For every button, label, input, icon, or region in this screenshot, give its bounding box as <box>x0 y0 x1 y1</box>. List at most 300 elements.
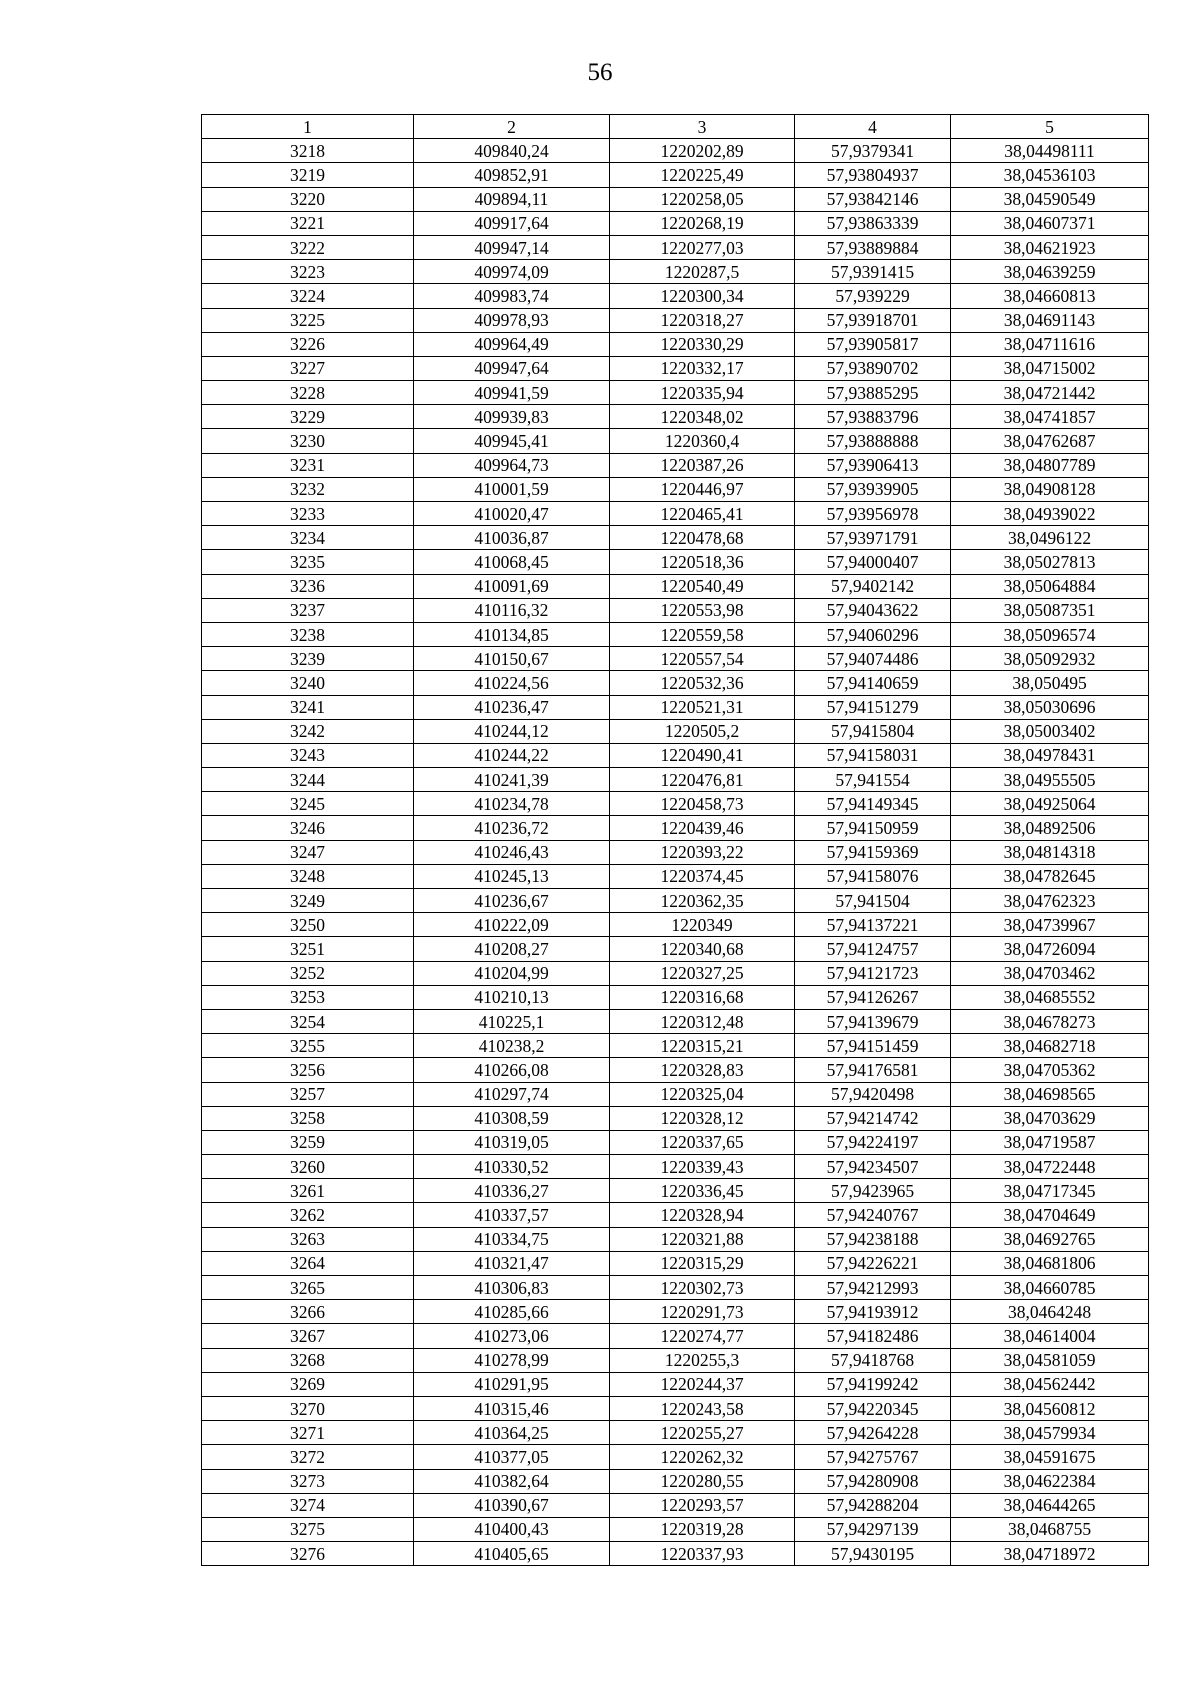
table-cell: 410390,67 <box>414 1493 610 1517</box>
table-cell: 57,94224197 <box>795 1130 951 1154</box>
table-cell: 3229 <box>202 405 414 429</box>
table-cell: 38,04807789 <box>951 453 1149 477</box>
table-cell: 3252 <box>202 961 414 985</box>
table-cell: 3244 <box>202 768 414 792</box>
table-cell: 1220325,04 <box>610 1082 795 1106</box>
table-cell: 38,04726094 <box>951 937 1149 961</box>
table-cell: 38,04579934 <box>951 1421 1149 1445</box>
table-cell: 57,93883796 <box>795 405 951 429</box>
table-row <box>202 260 1149 284</box>
table-cell: 38,04717345 <box>951 1179 1149 1203</box>
table-row <box>202 1517 1149 1541</box>
table-cell: 3276 <box>202 1542 414 1566</box>
table-cell: 38,04939022 <box>951 502 1149 526</box>
table-cell: 3264 <box>202 1251 414 1275</box>
table-cell: 1220557,54 <box>610 647 795 671</box>
table-cell: 57,941504 <box>795 889 951 913</box>
table-cell: 410241,39 <box>414 768 610 792</box>
table-cell: 410315,46 <box>414 1396 610 1420</box>
table-cell: 3272 <box>202 1445 414 1469</box>
column-header: 5 <box>951 115 1149 139</box>
table-cell: 3270 <box>202 1396 414 1420</box>
table-cell: 38,04621923 <box>951 235 1149 259</box>
table-cell: 410020,47 <box>414 502 610 526</box>
table-cell: 57,94297139 <box>795 1517 951 1541</box>
table-cell: 3234 <box>202 526 414 550</box>
table-cell: 3220 <box>202 187 414 211</box>
table-cell: 1220340,68 <box>610 937 795 961</box>
table-row <box>202 356 1149 380</box>
table-cell: 1220458,73 <box>610 792 795 816</box>
table-cell: 1220439,46 <box>610 816 795 840</box>
table-cell: 3236 <box>202 574 414 598</box>
table-cell: 410297,74 <box>414 1082 610 1106</box>
table-cell: 3250 <box>202 913 414 937</box>
table-row <box>202 1276 1149 1300</box>
table-cell: 1220328,94 <box>610 1203 795 1227</box>
table-cell: 1220540,49 <box>610 574 795 598</box>
table-cell: 1220291,73 <box>610 1300 795 1324</box>
table-cell: 38,0464248 <box>951 1300 1149 1324</box>
table-cell: 38,04704649 <box>951 1203 1149 1227</box>
table-cell: 57,94151459 <box>795 1034 951 1058</box>
table-cell: 57,94158076 <box>795 864 951 888</box>
table-cell: 3255 <box>202 1034 414 1058</box>
table-cell: 38,05027813 <box>951 550 1149 574</box>
table-cell: 38,04691143 <box>951 308 1149 332</box>
table-cell: 38,0468755 <box>951 1517 1149 1541</box>
table-cell: 57,93905817 <box>795 332 951 356</box>
table-row <box>202 864 1149 888</box>
table-cell: 410278,99 <box>414 1348 610 1372</box>
table-cell: 410116,32 <box>414 598 610 622</box>
table-cell: 3227 <box>202 356 414 380</box>
table-cell: 57,94150959 <box>795 816 951 840</box>
table-cell: 38,04644265 <box>951 1493 1149 1517</box>
table-cell: 410291,95 <box>414 1372 610 1396</box>
table-row <box>202 1300 1149 1324</box>
table-cell: 3261 <box>202 1179 414 1203</box>
table-cell: 57,93842146 <box>795 187 951 211</box>
table-row <box>202 332 1149 356</box>
column-header: 3 <box>610 115 795 139</box>
table-cell: 1220302,73 <box>610 1276 795 1300</box>
table-row <box>202 1469 1149 1493</box>
table-cell: 57,94158031 <box>795 743 951 767</box>
table-cell: 1220387,26 <box>610 453 795 477</box>
table-cell: 1220255,27 <box>610 1421 795 1445</box>
table-cell: 3275 <box>202 1517 414 1541</box>
table-cell: 57,94238188 <box>795 1227 951 1251</box>
table-cell: 38,04660785 <box>951 1276 1149 1300</box>
table-cell: 38,05087351 <box>951 598 1149 622</box>
table-cell: 3225 <box>202 308 414 332</box>
table-row <box>202 792 1149 816</box>
table-cell: 38,04703629 <box>951 1106 1149 1130</box>
table-cell: 57,94220345 <box>795 1396 951 1420</box>
table-cell: 3268 <box>202 1348 414 1372</box>
table-row <box>202 526 1149 550</box>
table-cell: 1220280,55 <box>610 1469 795 1493</box>
table-row <box>202 768 1149 792</box>
table-cell: 1220300,34 <box>610 284 795 308</box>
table-cell: 57,94214742 <box>795 1106 951 1130</box>
table-cell: 1220362,35 <box>610 889 795 913</box>
table-row <box>202 477 1149 501</box>
table-cell: 57,9420498 <box>795 1082 951 1106</box>
table-cell: 410036,87 <box>414 526 610 550</box>
table-cell: 1220446,97 <box>610 477 795 501</box>
table-cell: 38,04581059 <box>951 1348 1149 1372</box>
table-cell: 3233 <box>202 502 414 526</box>
table-row <box>202 743 1149 767</box>
table-row <box>202 647 1149 671</box>
coordinates-table <box>201 114 1149 1566</box>
table-cell: 3254 <box>202 1009 414 1033</box>
table-cell: 1220287,5 <box>610 260 795 284</box>
table-cell: 410244,22 <box>414 743 610 767</box>
table-cell: 3242 <box>202 719 414 743</box>
table-cell: 57,93971791 <box>795 526 951 550</box>
table-row <box>202 381 1149 405</box>
table-cell: 1220559,58 <box>610 622 795 646</box>
table-cell: 57,93888888 <box>795 429 951 453</box>
table-cell: 410245,13 <box>414 864 610 888</box>
table-cell: 57,94234507 <box>795 1155 951 1179</box>
table-cell: 38,04692765 <box>951 1227 1149 1251</box>
column-header: 4 <box>795 115 951 139</box>
table-cell: 3245 <box>202 792 414 816</box>
table-cell: 57,94280908 <box>795 1469 951 1493</box>
table-cell: 410224,56 <box>414 671 610 695</box>
table-cell: 1220518,36 <box>610 550 795 574</box>
table-cell: 409852,91 <box>414 163 610 187</box>
table-cell: 1220348,02 <box>610 405 795 429</box>
table-cell: 410208,27 <box>414 937 610 961</box>
table-cell: 3260 <box>202 1155 414 1179</box>
table-cell: 410236,47 <box>414 695 610 719</box>
table-cell: 3226 <box>202 332 414 356</box>
table-cell: 409947,64 <box>414 356 610 380</box>
table-cell: 409945,41 <box>414 429 610 453</box>
table-row <box>202 1324 1149 1348</box>
table-cell: 3251 <box>202 937 414 961</box>
table-cell: 410236,67 <box>414 889 610 913</box>
table-row <box>202 1372 1149 1396</box>
table-cell: 1220321,88 <box>610 1227 795 1251</box>
table-cell: 409840,24 <box>414 139 610 163</box>
table-row <box>202 1130 1149 1154</box>
table-row <box>202 502 1149 526</box>
table-cell: 410308,59 <box>414 1106 610 1130</box>
table-cell: 57,941554 <box>795 768 951 792</box>
table-cell: 3221 <box>202 211 414 235</box>
table-cell: 3274 <box>202 1493 414 1517</box>
table-cell: 3228 <box>202 381 414 405</box>
table-row <box>202 1348 1149 1372</box>
table-cell: 3240 <box>202 671 414 695</box>
table-cell: 3253 <box>202 985 414 1009</box>
table-cell: 38,04762687 <box>951 429 1149 453</box>
table-cell: 57,93889884 <box>795 235 951 259</box>
table-cell: 57,94139679 <box>795 1009 951 1033</box>
table-cell: 38,04498111 <box>951 139 1149 163</box>
table-cell: 410204,99 <box>414 961 610 985</box>
table-cell: 410001,59 <box>414 477 610 501</box>
table-cell: 1220465,41 <box>610 502 795 526</box>
table-row <box>202 1421 1149 1445</box>
table-row <box>202 1058 1149 1082</box>
table-cell: 57,94212993 <box>795 1276 951 1300</box>
table-cell: 410336,27 <box>414 1179 610 1203</box>
table-cell: 410377,05 <box>414 1445 610 1469</box>
table-cell: 1220328,12 <box>610 1106 795 1130</box>
table-cell: 410400,43 <box>414 1517 610 1541</box>
table-cell: 3266 <box>202 1300 414 1324</box>
table-cell: 3218 <box>202 139 414 163</box>
table-row <box>202 1106 1149 1130</box>
table-cell: 1220339,43 <box>610 1155 795 1179</box>
table-cell: 3267 <box>202 1324 414 1348</box>
table-cell: 57,94275767 <box>795 1445 951 1469</box>
table-cell: 38,04622384 <box>951 1469 1149 1493</box>
table-cell: 57,94074486 <box>795 647 951 671</box>
table-cell: 57,94140659 <box>795 671 951 695</box>
table-cell: 57,93956978 <box>795 502 951 526</box>
table-cell: 409939,83 <box>414 405 610 429</box>
table-row <box>202 1493 1149 1517</box>
table-cell: 38,04762323 <box>951 889 1149 913</box>
table-cell: 3263 <box>202 1227 414 1251</box>
table-cell: 409894,11 <box>414 187 610 211</box>
table-cell: 38,04715002 <box>951 356 1149 380</box>
table-row <box>202 1445 1149 1469</box>
table-cell: 57,93918701 <box>795 308 951 332</box>
table-cell: 57,94176581 <box>795 1058 951 1082</box>
table-cell: 1220328,83 <box>610 1058 795 1082</box>
table-cell: 57,9391415 <box>795 260 951 284</box>
table-cell: 1220374,45 <box>610 864 795 888</box>
table-cell: 410337,57 <box>414 1203 610 1227</box>
table-row <box>202 671 1149 695</box>
table-cell: 57,94124757 <box>795 937 951 961</box>
table-cell: 409941,59 <box>414 381 610 405</box>
table-cell: 38,04591675 <box>951 1445 1149 1469</box>
table-row <box>202 719 1149 743</box>
table-cell: 38,04682718 <box>951 1034 1149 1058</box>
table-cell: 1220521,31 <box>610 695 795 719</box>
table-row <box>202 1251 1149 1275</box>
table-cell: 38,050495 <box>951 671 1149 695</box>
table-cell: 1220268,19 <box>610 211 795 235</box>
table-cell: 1220244,37 <box>610 1372 795 1396</box>
table-cell: 3222 <box>202 235 414 259</box>
table-cell: 1220277,03 <box>610 235 795 259</box>
table-cell: 3256 <box>202 1058 414 1082</box>
table-row <box>202 550 1149 574</box>
table-row <box>202 453 1149 477</box>
table-cell: 38,04721442 <box>951 381 1149 405</box>
table-cell: 38,04560812 <box>951 1396 1149 1420</box>
table-cell: 38,04741857 <box>951 405 1149 429</box>
table-cell: 1220332,17 <box>610 356 795 380</box>
table-cell: 1220315,21 <box>610 1034 795 1058</box>
table-cell: 3237 <box>202 598 414 622</box>
table-cell: 57,93906413 <box>795 453 951 477</box>
table-cell: 38,04711616 <box>951 332 1149 356</box>
table-cell: 410364,25 <box>414 1421 610 1445</box>
table-cell: 3249 <box>202 889 414 913</box>
table-cell: 3230 <box>202 429 414 453</box>
table-cell: 38,04681806 <box>951 1251 1149 1275</box>
table-cell: 1220349 <box>610 913 795 937</box>
table-cell: 3248 <box>202 864 414 888</box>
table-cell: 38,04685552 <box>951 985 1149 1009</box>
table-cell: 57,9430195 <box>795 1542 951 1566</box>
table-cell: 1220274,77 <box>610 1324 795 1348</box>
table-cell: 3235 <box>202 550 414 574</box>
table-cell: 3224 <box>202 284 414 308</box>
table-cell: 57,94043622 <box>795 598 951 622</box>
table-cell: 57,9418768 <box>795 1348 951 1372</box>
table-cell: 1220393,22 <box>610 840 795 864</box>
table-cell: 38,04678273 <box>951 1009 1149 1033</box>
table-row <box>202 913 1149 937</box>
table-cell: 410330,52 <box>414 1155 610 1179</box>
page-number: 56 <box>587 59 613 86</box>
table-cell: 57,93939905 <box>795 477 951 501</box>
table-cell: 57,93804937 <box>795 163 951 187</box>
table-cell: 1220553,98 <box>610 598 795 622</box>
table-cell: 38,04978431 <box>951 743 1149 767</box>
table-cell: 38,04562442 <box>951 1372 1149 1396</box>
table-cell: 38,04703462 <box>951 961 1149 985</box>
table-row <box>202 235 1149 259</box>
table-row <box>202 816 1149 840</box>
table-cell: 1220360,4 <box>610 429 795 453</box>
column-header: 1 <box>202 115 414 139</box>
table-row <box>202 429 1149 453</box>
table-cell: 1220258,05 <box>610 187 795 211</box>
table-row <box>202 139 1149 163</box>
table-cell: 3247 <box>202 840 414 864</box>
table-cell: 409974,09 <box>414 260 610 284</box>
table-cell: 410334,75 <box>414 1227 610 1251</box>
table-cell: 1220225,49 <box>610 163 795 187</box>
table-cell: 410405,65 <box>414 1542 610 1566</box>
table-cell: 38,05096574 <box>951 622 1149 646</box>
table-cell: 3258 <box>202 1106 414 1130</box>
table-row <box>202 1082 1149 1106</box>
table-cell: 410246,43 <box>414 840 610 864</box>
table-cell: 38,04607371 <box>951 211 1149 235</box>
table-cell: 57,94126267 <box>795 985 951 1009</box>
table-cell: 410225,1 <box>414 1009 610 1033</box>
table-cell: 3219 <box>202 163 414 187</box>
table-row <box>202 163 1149 187</box>
table-cell: 3241 <box>202 695 414 719</box>
table-cell: 410321,47 <box>414 1251 610 1275</box>
table-cell: 409917,64 <box>414 211 610 235</box>
table-row <box>202 937 1149 961</box>
table-cell: 3269 <box>202 1372 414 1396</box>
table-header-row <box>202 115 1149 139</box>
table-row <box>202 1396 1149 1420</box>
table-cell: 3262 <box>202 1203 414 1227</box>
table-row <box>202 1179 1149 1203</box>
table-cell: 1220262,32 <box>610 1445 795 1469</box>
table-cell: 57,94137221 <box>795 913 951 937</box>
table-cell: 1220490,41 <box>610 743 795 767</box>
table-cell: 1220337,93 <box>610 1542 795 1566</box>
table-body <box>202 139 1149 1566</box>
table-cell: 57,93885295 <box>795 381 951 405</box>
table-cell: 57,94151279 <box>795 695 951 719</box>
table-cell: 38,04908128 <box>951 477 1149 501</box>
table-cell: 1220532,36 <box>610 671 795 695</box>
table-cell: 410134,85 <box>414 622 610 646</box>
table-cell: 410234,78 <box>414 792 610 816</box>
table-cell: 38,04739967 <box>951 913 1149 937</box>
table-cell: 1220478,68 <box>610 526 795 550</box>
table-cell: 409964,49 <box>414 332 610 356</box>
table-cell: 1220293,57 <box>610 1493 795 1517</box>
table-cell: 410210,13 <box>414 985 610 1009</box>
table-row <box>202 1203 1149 1227</box>
column-header: 2 <box>414 115 610 139</box>
table-cell: 1220336,45 <box>610 1179 795 1203</box>
table-row <box>202 211 1149 235</box>
table-cell: 57,9415804 <box>795 719 951 743</box>
table-cell: 3259 <box>202 1130 414 1154</box>
table-cell: 38,05030696 <box>951 695 1149 719</box>
table-cell: 57,9402142 <box>795 574 951 598</box>
table-row <box>202 961 1149 985</box>
table-cell: 1220315,29 <box>610 1251 795 1275</box>
table-cell: 38,04719587 <box>951 1130 1149 1154</box>
table-cell: 410222,09 <box>414 913 610 937</box>
table-cell: 410236,72 <box>414 816 610 840</box>
table-cell: 1220505,2 <box>610 719 795 743</box>
table-row <box>202 405 1149 429</box>
table-cell: 3271 <box>202 1421 414 1445</box>
table-cell: 57,94240767 <box>795 1203 951 1227</box>
table-cell: 38,04705362 <box>951 1058 1149 1082</box>
table-cell: 3231 <box>202 453 414 477</box>
table-cell: 1220330,29 <box>610 332 795 356</box>
table-cell: 1220312,48 <box>610 1009 795 1033</box>
table-cell: 57,93890702 <box>795 356 951 380</box>
table-cell: 1220318,27 <box>610 308 795 332</box>
table-cell: 1220327,25 <box>610 961 795 985</box>
table-row <box>202 695 1149 719</box>
table-cell: 410244,12 <box>414 719 610 743</box>
table-cell: 38,04718972 <box>951 1542 1149 1566</box>
table-cell: 57,94121723 <box>795 961 951 985</box>
table-row <box>202 889 1149 913</box>
table-cell: 410091,69 <box>414 574 610 598</box>
table-cell: 3223 <box>202 260 414 284</box>
table-row <box>202 1155 1149 1179</box>
table-cell: 410266,08 <box>414 1058 610 1082</box>
table-cell: 38,05064884 <box>951 574 1149 598</box>
table-cell: 410238,2 <box>414 1034 610 1058</box>
table-row <box>202 985 1149 1009</box>
table-row <box>202 598 1149 622</box>
table-row <box>202 622 1149 646</box>
table-cell: 1220316,68 <box>610 985 795 1009</box>
table-row <box>202 840 1149 864</box>
